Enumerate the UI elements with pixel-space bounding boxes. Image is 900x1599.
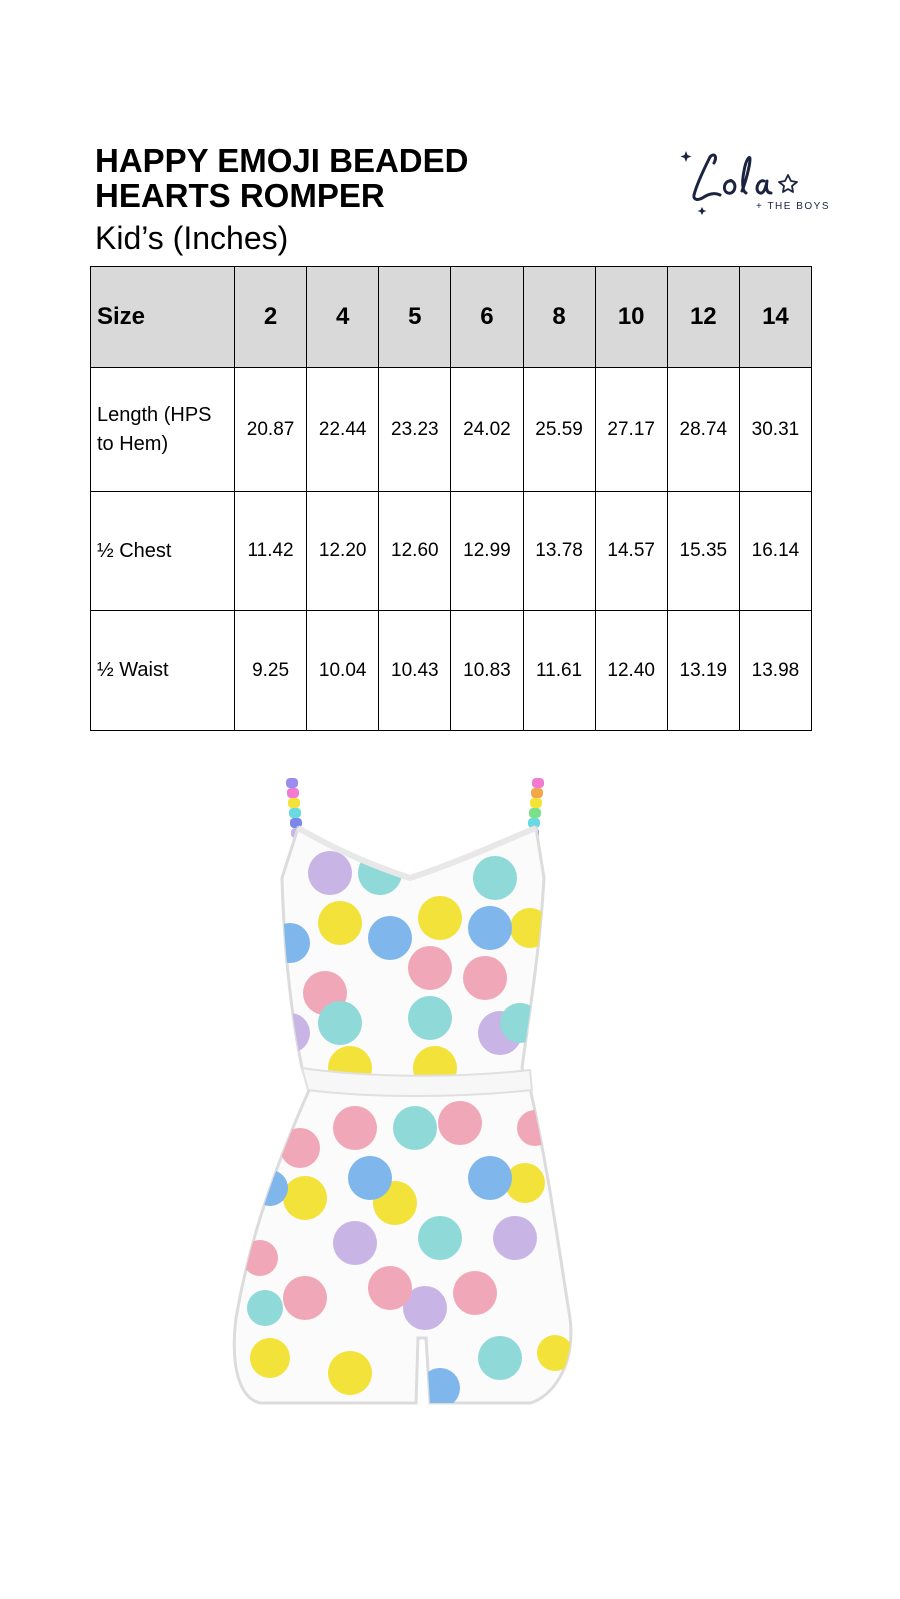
table-cell: 22.44	[307, 368, 379, 492]
header-cell: 4	[307, 267, 379, 368]
table-cell: 10.04	[307, 611, 379, 731]
header-cell: Size	[91, 267, 235, 368]
table-cell: 10.43	[379, 611, 451, 731]
table-cell: 13.98	[739, 611, 811, 731]
table-header-row	[91, 267, 812, 368]
header-cell: 10	[595, 267, 667, 368]
title-line-2: HEARTS ROMPER	[95, 177, 385, 214]
brand-logo	[680, 145, 831, 225]
table-cell: 12.99	[451, 492, 523, 611]
table-cell: 24.02	[451, 368, 523, 492]
table-cell: 30.31	[739, 368, 811, 492]
product-title	[95, 143, 468, 213]
svg-text:+ THE BOYS: + THE BOYS	[756, 201, 831, 212]
table-cell: 14.57	[595, 492, 667, 611]
row-label: ½ Waist	[91, 611, 235, 731]
table-cell: 23.23	[379, 368, 451, 492]
table-cell: 10.83	[451, 611, 523, 731]
table-cell: 16.14	[739, 492, 811, 611]
row-label-line-2: to Hem)	[97, 432, 169, 455]
table-cell: 28.74	[667, 368, 739, 492]
table-cell: 27.17	[595, 368, 667, 492]
header-cell: 2	[235, 267, 307, 368]
table-cell: 11.42	[235, 492, 307, 611]
table-row	[91, 368, 812, 492]
size-chart-table	[90, 266, 812, 731]
title-line-1: HAPPY EMOJI BEADED	[95, 142, 469, 179]
table-cell: 12.60	[379, 492, 451, 611]
table-cell: 12.20	[307, 492, 379, 611]
header-cell: 5	[379, 267, 451, 368]
table-cell: 20.87	[235, 368, 307, 492]
product-image	[230, 778, 650, 1438]
row-label-line-1: Length (HPS	[97, 403, 212, 426]
table-row	[91, 492, 812, 611]
table-cell: 13.19	[667, 611, 739, 731]
row-label: ½ Chest	[91, 492, 235, 611]
table-cell: 9.25	[235, 611, 307, 731]
table-cell: 15.35	[667, 492, 739, 611]
header-cell: 8	[523, 267, 595, 368]
table-cell: 12.40	[595, 611, 667, 731]
header-cell: 14	[739, 267, 811, 368]
table-cell: 11.61	[523, 611, 595, 731]
table-cell: 13.78	[523, 492, 595, 611]
row-label	[91, 368, 235, 492]
header-cell: 12	[667, 267, 739, 368]
header-cell: 6	[451, 267, 523, 368]
table-cell: 25.59	[523, 368, 595, 492]
unit-subtitle: Kid’s (Inches)	[95, 220, 289, 256]
table-row	[91, 611, 812, 731]
